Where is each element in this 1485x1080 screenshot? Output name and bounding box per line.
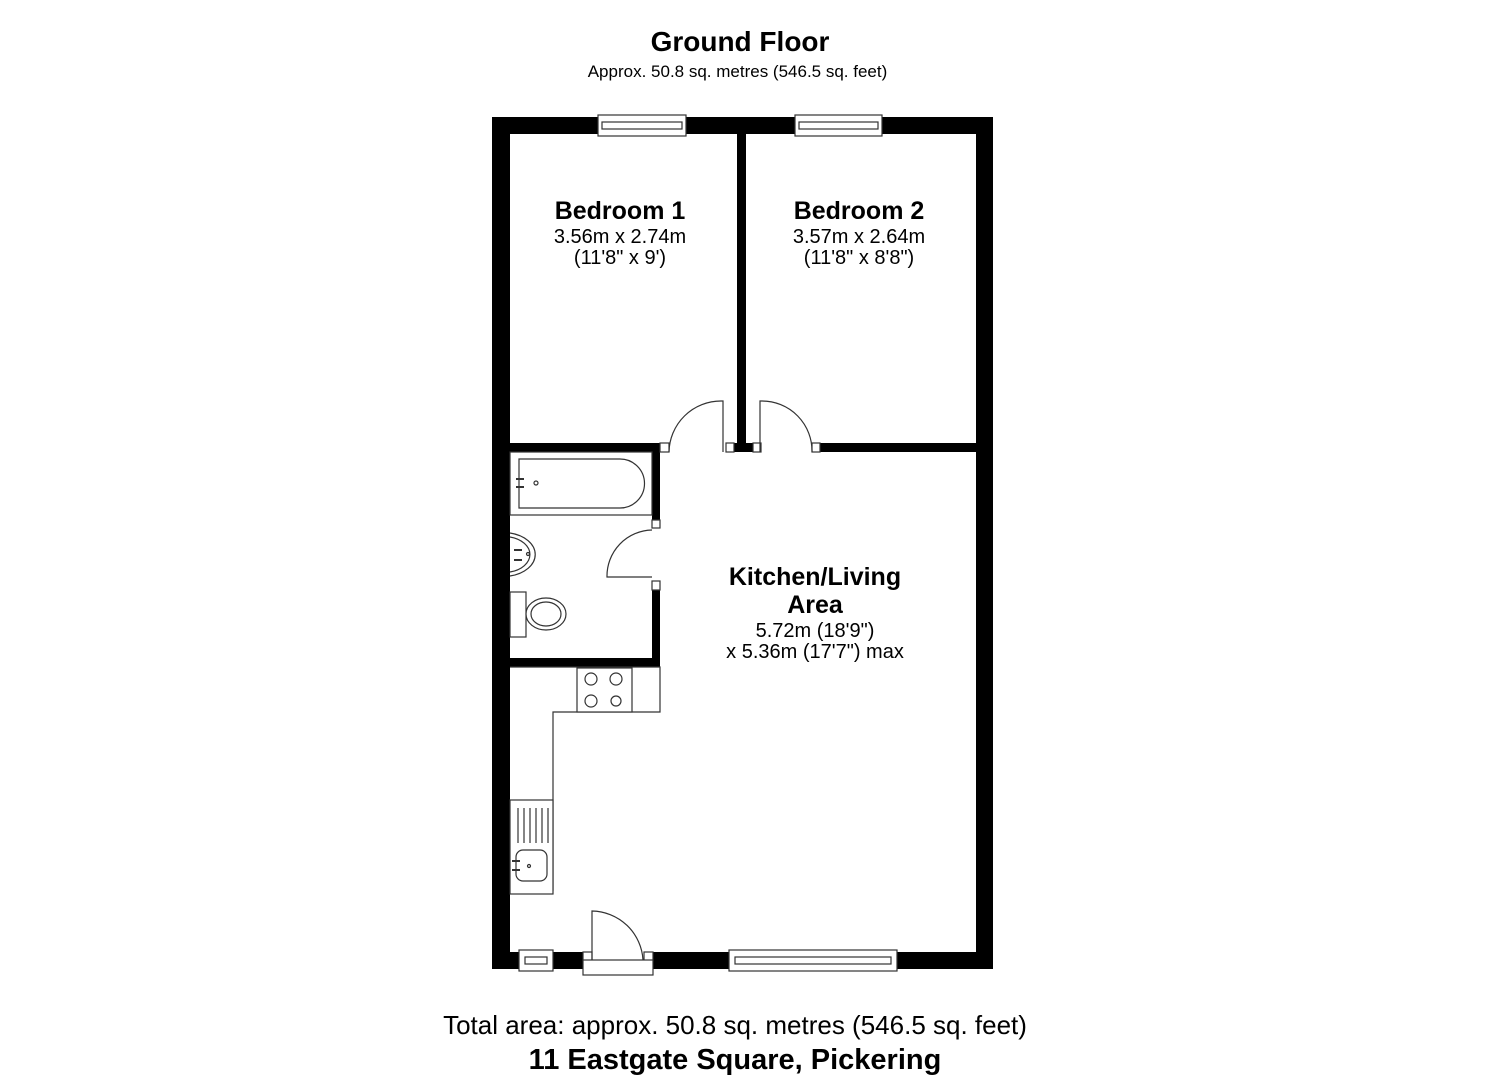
wash-basin [510, 533, 535, 576]
room-name: Bedroom 2 [793, 197, 925, 225]
window-bedroom-1 [598, 115, 686, 136]
bathtub [510, 452, 652, 515]
window-living [729, 950, 897, 971]
room-bedroom-1 [554, 197, 686, 269]
front-door [583, 911, 653, 975]
room-dimensions-imperial: (11'8" x 8'8") [803, 247, 915, 269]
room-dimensions-metric: 3.56m x 2.74m [553, 226, 687, 248]
hob-icon [577, 668, 632, 712]
room-dimensions-imperial: x 5.36m (17'7") max [726, 641, 904, 663]
window-kitchen-small [519, 950, 553, 971]
room-name: Bedroom 1 [554, 197, 686, 225]
room-dimensions-metric: 3.57m x 2.64m [792, 226, 926, 248]
room-dimensions-imperial: (11'8" x 9') [573, 247, 667, 269]
door-bathroom [607, 530, 652, 577]
floor-title: Ground Floor [650, 26, 830, 57]
property-address: 11 Eastgate Square, Pickering [528, 1044, 942, 1076]
door-bedroom-1 [669, 401, 723, 452]
kitchen-sink [510, 800, 553, 894]
door-bedroom-2 [760, 401, 812, 452]
room-name-line-1: Kitchen/Living [728, 563, 902, 591]
room-bedroom-2 [793, 197, 925, 269]
room-dimensions-metric: 5.72m (18'9") [755, 620, 875, 642]
window-bedroom-2 [795, 115, 882, 136]
toilet [510, 592, 566, 637]
total-area: Total area: approx. 50.8 sq. metres (546.5 sq. feet) [443, 1010, 1027, 1040]
floor-area-subtitle: Approx. 50.8 sq. metres (546.5 sq. feet) [587, 62, 888, 81]
room-kitchen-living [726, 563, 904, 663]
room-name-line-2: Area [787, 591, 843, 619]
